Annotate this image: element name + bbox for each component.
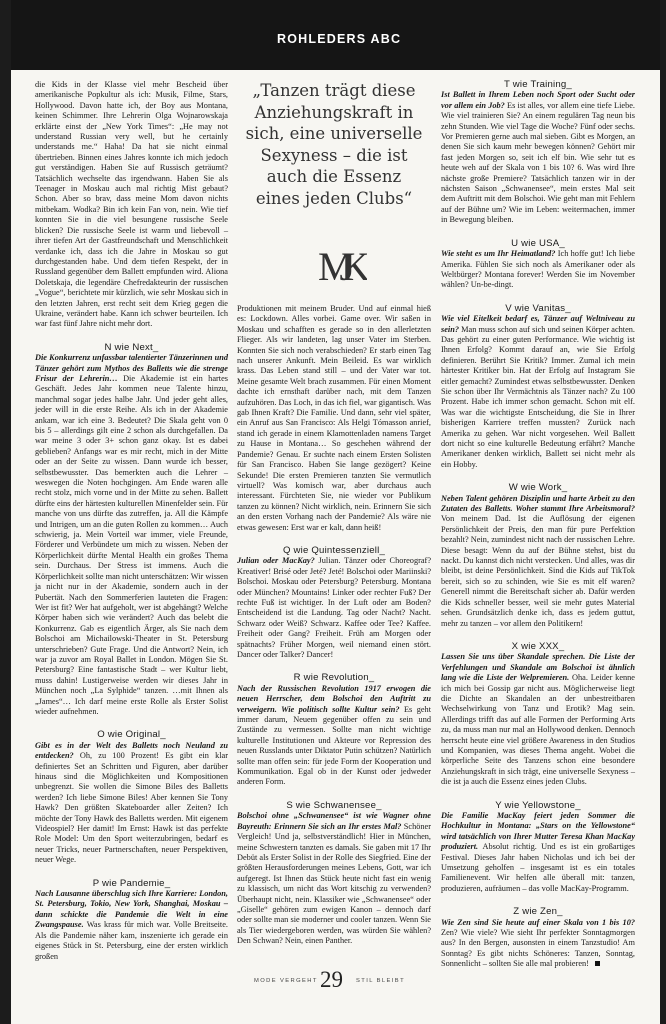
column-right bbox=[441, 80, 635, 970]
entry-text: Was krass für mich war. Volle Breitseite. Als die Pandemie näher kam, inszenierte ich gerade ein eigenes Stück in St. Petersburg, eine der ersten wirklich großen bbox=[35, 920, 228, 961]
entry-text: Zen? Wie viele? Wie sieht Ihr perfekter Sonntagmorgen aus? In den Bergen, ausonsten in einem Tanzstudio! Am Sonntag? Es gibt nichts Schöneres: Tanzen, Sonntag, Sonnenlicht – sollten Sie alle mal probieren! bbox=[441, 928, 635, 969]
entry-text: Oha. Leider kenne ich mich bei Gossip gar nicht aus. Möglicherweise liegt die Dichte an Skandalen an der unbestreitbaren Wechselwirkung von Tanz und Erotik? Mag sein. Allerdings trifft das auf alle Formen der Performing Arts zu, da muss man nur mal an Hollywood denken. Dennoch herrscht heute eine viel größere Awareness in den Studios und Kompanien, was dieses Thema angeht. Wobei die körperliche Seite des Tanzens schon eine besondere Anziehungskraft in sich trägt, eine universelle Sexyness – die ist ja auch die Essenz eines jeden Clubs. bbox=[441, 673, 635, 787]
entry-question: Bolschoi ohne „Schwanensee“ ist wie Wagner ohne Bayreuth: Erinnern Sie sich an Ihr erstes Mal? bbox=[237, 811, 431, 831]
entry-v bbox=[441, 304, 635, 471]
entry-p bbox=[35, 879, 228, 962]
entry-text: Es geht immer darum, Neuem gegenüber offen zu sein und Zustände zu vermessen. Sollte man nicht wichtige kulturelle Institutionen und Akteure vor Repression des neuen Russlands unter Diktator Putin schützen? Natürlich sollte man offen sein: für jede Form der Kooperation und Kommunikation. Egal ob in der Kunst oder jedweder anderen Form. bbox=[237, 704, 431, 787]
entry-question: Nach Lausanne überschlug sich Ihre Karriere: London, St. Petersburg, Tokio, New York, Shanghai, Moskau – dann schickte die Pandemie die Welt in eine Zwangspause. bbox=[35, 889, 228, 930]
entry-heading: V wie Vanitas_ bbox=[505, 302, 571, 314]
entry-question: Wie viel Eitelkeit bedarf es, Tänzer auf Weltniveau zu sein? bbox=[441, 314, 635, 334]
entry-z bbox=[441, 907, 635, 969]
entry-heading: Q wie Quintessenziell_ bbox=[283, 544, 385, 556]
entry-y bbox=[441, 801, 635, 895]
page-title: ROHLEDERS ABC bbox=[277, 32, 402, 46]
entry-o bbox=[35, 730, 228, 865]
paragraph: Produktionen mit meinem Bruder. Und auf einmal hieß es: Lockdown. Alles vorbei. Game over. Wir saßen in Moskau und schafften es gerade so in den allerletzten Flieger. Als wir landeten, lag unser Vater im Sterben. Konnten Sie sich noch verabschieden? Er starb einen Tag nach unserer Ankunft. Mein Beileid. Es war wirklich krass. Das Leben stand still – und der Vater war tot. Meine gesamte Welt brach zusammen. Für einen Moment dachte ich ernsthaft darüber nach, mit dem Tanzen aufzuhören. Das Loch, in das ich fiel, war gigantisch. Was gab Ihnen Kraft? Die Familie. Und dann, sehr viel später, ein Anruf aus San Francisco: Als Helgi Tómasson anrief, stand ich gerade in einem Klamottenladen namens Target zu Hause in Montana… So geschehen während der Pandemie? Genau. Er suchte nach einem Ersten Solisten für San Francisco. Haben Sie lange gezögert? Keine Sekunde! Die ersten Premieren tanzten Sie vermutlich virtuell? Was komisch war, aber durchaus auch interessant. Fürchteten Sie, nie wieder vor Publikum tanzen zu können? Nicht wirklich, nein. Erinnern Sie sich an den ersten Vorhang nach der Pandemie? Als wäre nie etwas gewesen: Erst war er kalt, dann heiß! bbox=[237, 304, 431, 532]
entry-heading: P wie Pandemie_ bbox=[92, 877, 171, 889]
entry-text: Man muss schon auf sich und seinen Körper achten. Das gehört zu einer guten Performance. Wie wichtig ist Ihnen Erfolg? Kommt darauf an, wie Sie Erfolg definieren. Berührt Sie Kritik? Immer. Zumal ich mein härtester Kritiker bin. Hat der Erfolg auf Instagram Sie eitler gemacht? Zumindest etwas selbstbewusster. Denken Sie schon über Ihr Vermächtnis als Tänzer nach? Zu 100 Prozent. Habe ich immer schon gemacht. Schon mit elf. Was war die wichtigste Entscheidung, die Sie in Ihrer bisherigen Karriere treffen mussten? Zurück nach Amerika zu gehen. War nicht vorgesehen. Weil Ballett dort nicht so eine kulturelle Bedeutung erfährt? Manche Amerikaner denken wirklich, Ballett sei nicht mehr als ein Hobby. bbox=[441, 324, 635, 469]
entry-heading: U wie USA_ bbox=[511, 237, 565, 249]
entry-text: Ich hoffe gut! Ich liebe Amerika. Fühlen Sie sich noch als Amerikaner oder als Weltbürger? Montana forever! Werden Sie im November wählen? Un-be-dingt. bbox=[441, 249, 635, 290]
entry-text: Oh, zu 100 Prozent! Es gibt ein klar definiertes Set an Schritten und Figuren, aber darüber hinaus sind die Möglichkeiten und Kompositionen unbegrenzt. Sie wollen die Simone Biles des Balletts werden? Ich liebe Simone Biles! Aber kennen Sie Tony Hawk? Den größten Skateboarder aller Zeiten? Ich möchte der Tony Hawk des Balletts werden. Mit eigenem Videospiel? Her damit! Im Ernst: Hawk ist das perfekte Role Model: Um den Sport weiterzubringen, bedarf es neuer Tricks, neuer Partnerschaften, neuer Perspektiven, neuer Wege. bbox=[35, 751, 228, 865]
entry-text: Es ist alles, vor allem eine tiefe Liebe. Wie viel trainieren Sie? An einem regulären Tag neun bis zehn Stunden. Wie viel Tage die Woche? Fünf oder sechs. Vor Premieren gerne auch mal sieben. Gibt es Morgen, an denen Sie sich kaum mehr bewegen können? Gehört mir fast jeden Morgen so, seit ich elf bin. Wie sehr tut es heute weh auf der Skala von 1 bis 10? 6. Was wird Ihre nächste große Premiere? Tatsächlich tanzen wir in der nächsten Saison „Schwanensee“, mein erstes Mal seit dem Auftritt mit dem Bolschoi. Wie geht man mit Fehlern auf der Bühne um? Wie im Leben: weitermachen, immer in Bewegung bleiben. bbox=[441, 100, 635, 225]
entry-question: Wie Zen sind Sie heute auf einer Skala von 1 bis 10? bbox=[441, 917, 635, 927]
entry-heading: Z wie Zen_ bbox=[513, 906, 563, 918]
entry-heading: S wie Schwanensee_ bbox=[286, 799, 382, 811]
entry-question: Neben Talent gehören Disziplin und harte Arbeit zu den Zutaten des Balletts. Woher stammt Ihre Arbeitsmoral? bbox=[441, 493, 635, 514]
entry-heading: T wie Training_ bbox=[504, 79, 572, 90]
entry-q bbox=[237, 546, 431, 660]
column-middle bbox=[237, 304, 431, 947]
entry-question: Die Familie MacKay feiert jeden Sommer die Hochkultur in Montana: „Stars on the Yellowstone“ wird tatsächlich von Ihrer Mutter Teresa Khan MacKay produziert. bbox=[441, 811, 635, 852]
entry-question: Nach der Russischen Revolution 1917 erwogen die neuen Herrscher, dem Bolschoi den Auftritt zu verweigern. Wie politisch sollte Kultur sein? bbox=[237, 683, 431, 714]
entry-w bbox=[441, 483, 635, 629]
entry-heading: X wie XXX_ bbox=[511, 640, 565, 652]
entry-question: Ist Ballett in Ihrem Leben noch Sport oder Sucht oder vor allem ein Job? bbox=[441, 90, 635, 110]
entry-question: Die Konkurrenz unfassbar talentierter Tänzerinnen und Tänzer gehört zum Mythos des Balletts wie die strenge Frisur der Lehrerin… bbox=[35, 353, 228, 383]
footer-left: MODE VERGEHT bbox=[254, 978, 318, 984]
entry-heading: N wie Next_ bbox=[104, 341, 159, 353]
entry-question: Julian oder MacKay? bbox=[237, 556, 319, 566]
entry-text: Die Akademie ist ein hartes Geschäft. Jedes Jahr kommen neue Talente hinzu, manchmal sogar jedes halbe Jahr. Und jeder geht alles, jeder will in die erste Reihe. Als ich in der Akademie ankam, war ich eine 3. Bedeutet? Die Skala geht von 0 bis 5 – allerdings gilt eine 2 schon als durchgefallen. Da war meine 3 oder 3+ schon ganz okay. Ist es dabei geblieben? Anfangs war es mir recht, mich in der Mitte oder an der Seite zu wissen. Dann wurde ich besser, selbstbewusster. Das bemerkten auch die Lehrer – weswegen die Noten hochgingen. Am Ende waren alle recht stolz, mich vorne und in der Mitte zu sehen. Ballett dürfte eins der härtesten kulturellen Minenfelder sein. Für manche von uns dürfte das zutreffen, ja. All die Kämpfe und Intrigen, um an die guten Rollen zu kommen… Auch schwierig, ja. Mein Vorteil war immer, viele Freunde, Förderer und Verbündete um mich zu wissen. Neben der Körperlichkeit dürfte Mental Health ein großes Thema sein. Durchaus. Der Stress ist immens. Auch die Körperlichkeit sollte man nicht unterschätzen: Wir wissen ja nicht nur in der Akademie, sondern auch in der Pubertät. Nach den Sommerferien lauteten die Fragen: Wer ist fit? Wer hat aufgeholt, wer ist abgehängt? Welche Körper haben sich wie verändert? Auch das belebt die Konkurrenz. Gab es eigentlich Ärger, als Sie nach dem Bolschoi am Michailowski-Theater in St. Petersburg unterschrieben? Gute Frage. Und die Antwort? Nein, ich war ja zuvor am Royal Ballet in London. Mögen Sie St. Petersburg? Eine fantastische Stadt – wer Kultur liebt, muss dahin! Lustigerweise werden wir dieses Jahr in München noch „La Sylphide“ tanzen. …mit Ihnen als „James“… Ich darf meine erste Rolle als Erster Solist wieder aufnehmen. bbox=[35, 373, 228, 716]
entry-heading: Y wie Yellowstone_ bbox=[495, 799, 581, 811]
entry-question: Wie steht es um Ihr Heimatland? bbox=[441, 249, 558, 259]
entry-question: Lassen Sie uns über Skandale sprechen. Die Liste der Verfehlungen und Skandale am Bolschoi ist ähnlich lang wie die Liste der Welpremieren. bbox=[441, 652, 635, 683]
entry-s bbox=[237, 801, 431, 947]
paragraph: die Kids in der Klasse viel mehr Bescheid über amerikanische Popkultur als ich: Musik, Filme, Stars, Hollywood. Davon hatte ich, der Boy aus Montana, keinen Schimmer. Ihre Lehrerin Olga Wojnarowskaja erklärte einst der „New York Times“: „He may not understand Russian very well, but he certainly understands me.“ Haha! Da hat sie nicht einmal übertrieben. Binnen eines Jahres konnte ich mich jedoch gut verständigen. Haben Sie auf Russisch geträumt? Tatsächlich wechselte das irgendwann. Haben Sie als Teenager in Moskau auch mal richtig Mist gebaut? Schon. Aber so brav, dass meine Mom davon nichts mitbekam. Wodka? Bin ich kein Fan von, nein. Wie tief konnten Sie in die viel besungene russische Seele blicken? Die russische Seele ist warm und liebevoll – ihrer tiefen Art der Gastfreundschaft und Menschlichkeit verdanke ich, dass ich die Jahre in Moskau so gut durchgestanden habe. Und dem tiefen Respekt, der in Russland gegenüber dem Ballett empfunden wird. Aliona Doletskaja, die legendäre Chefredakteurin der russischen „Vogue“, berichtete mir kürzlich, wie sehr Moskau sich in den letzten Jahren, erst recht seit dem Krieg gegen die Ukraine, verändert habe. Kann ich schwer beurteilen. Ich war fast fünf Jahre nicht mehr dort. bbox=[35, 80, 228, 329]
column-left bbox=[35, 80, 228, 962]
entry-heading: R wie Revolution_ bbox=[293, 672, 375, 684]
page-number: 29 bbox=[320, 967, 343, 992]
entry-text: Julian. Tänzer oder Choreograf? Kreativer! Brisé oder Jeté? Jeté! Bolschoi oder Mariinski? Bolschoi. Moskau oder Petersburg? Petersburg. Montana oder München? Mountains! Linker oder rechter Fuß? Der rechte Fuß ist wichtiger. In der Luft oder am Boden? Entscheidend ist die Landung. Tag oder Nacht? Nacht. Schwarz oder Weiß? Schwarz. Kaffee oder Tee? Kaffee. Freiheit oder Gang? Freiheit. Früh am Morgen oder spätnachts? Früher Morgen, weil niemand einen stört. Dancer oder Talker? Dancer! bbox=[237, 556, 431, 659]
logo-text: MJK bbox=[317, 244, 357, 289]
entry-r bbox=[237, 673, 431, 787]
entry-text: Absolut richtig. Und es ist ein großartiges Festival. Dieses Jahr haben Nicholas und ich bei der Umsetzung geholfen – insgesamt ist es ein totales Familienevent. Wir helfen alle überall mit: tanzen, produzieren, aufräumen – das volle MacKay-Programm. bbox=[441, 842, 635, 893]
entry-heading: W wie Work_ bbox=[508, 482, 568, 494]
mjk-monogram-logo bbox=[307, 238, 367, 292]
pull-quote: „Tanzen trägt diese Anziehungskraft in sich, eine universelle Sexyness – die ist auch die Essenz eines jeden Clubs“ bbox=[245, 81, 423, 208]
entry-n bbox=[35, 343, 228, 718]
entry-text: Von meinem Dad. Ist die Auflösung der eigenen Persönlichkeit der Preis, den man für pure Perfektion bezahlt? Nein, zumindest nicht nach der russischen Lehre. Diese besagt: Wenn du auf der Bühne stehst, bist du nackt. Du kannst dich nicht verstecken. Und alles, was dir bleibt, ist deine Persönlichkeit. Sind die Kids auf TikTok bereit, sich so zu schinden, wie Sie es mit elf waren? Generell nimmt die Bereitschaft sicher ab. Dafür werden die Kids schneller besser, weil sie mehr gutes Material sehen. Grundsätzlich denke ich, dass es jedem guttut, mehr zu tanzen – vor allem den Politikern! bbox=[441, 514, 635, 628]
entry-x bbox=[441, 642, 635, 788]
entry-question: Gibt es in der Welt des Balletts noch Neuland zu entdecken? bbox=[35, 740, 228, 761]
page bbox=[11, 0, 660, 1024]
footer-right: STIL BLEIBT bbox=[356, 978, 406, 984]
entry-heading: O wie Original_ bbox=[97, 729, 166, 741]
header-bar bbox=[11, 0, 660, 70]
end-mark bbox=[595, 961, 600, 966]
entry-t bbox=[441, 80, 635, 226]
entry-u bbox=[441, 239, 635, 291]
entry-text: Schöner Vergleich! Und ja, selbstverständlich! Hier in München, meine Schwestern tanzten es damals. Sie gaben mit 17 Ihr Debüt als Erster Solist in der Rolle des Siegfried. Eine der größten Herausforderungen meines Lebens, Gott, war ich aufgeregt. Ist Ihnen das Stück heute nicht fast ein wenig zu klassisch, um nicht das Wort kitschig zu verwenden? Überhaupt nicht, nein. Klassiker wie „Schwanensee“ oder „Giselle“ gehören zum ewigen Kanon – dennoch darf oder sollte man sie moderner und cooler tanzen. Wenn Sie als Tier wiedergeboren werden, was würden Sie wählen? Den Schwan? Nein, einen Panther. bbox=[237, 821, 431, 946]
